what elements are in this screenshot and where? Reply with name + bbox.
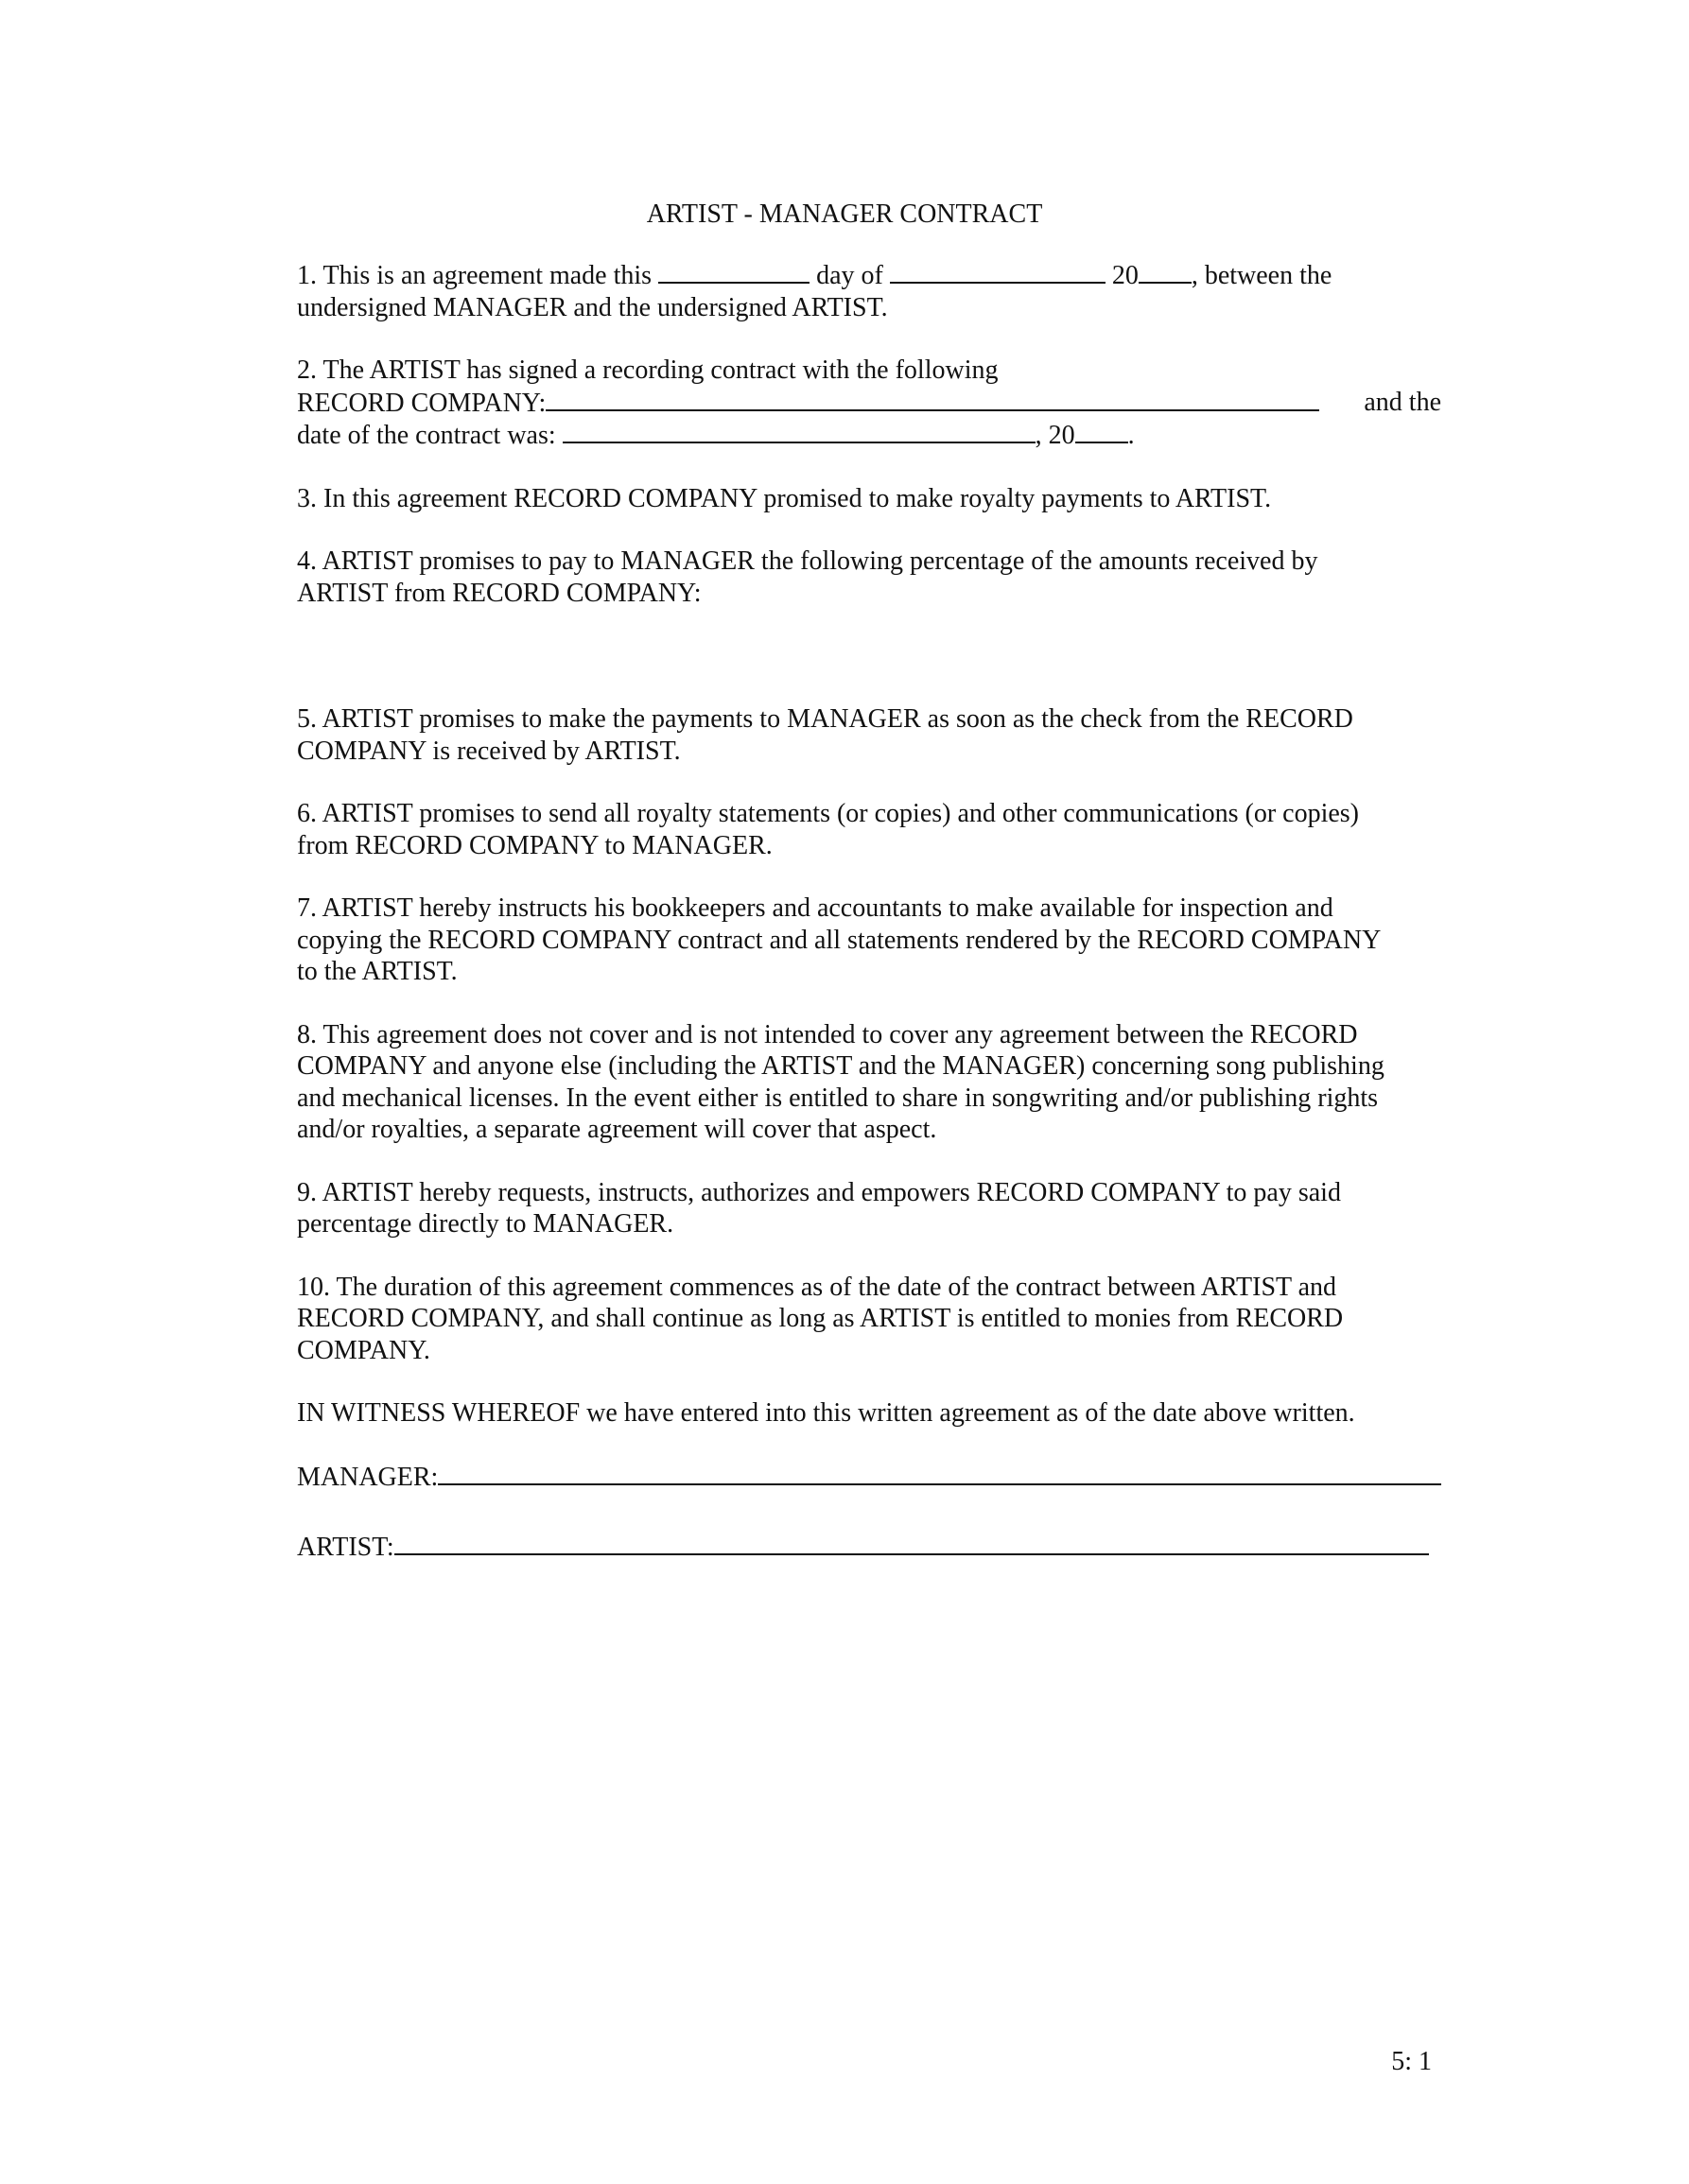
clause-4 — [297, 546, 1441, 609]
clause-8-line-2: COMPANY and anyone else (including the ARTIST and the MANAGER) concerning song publishing — [297, 1051, 1384, 1081]
clause-2-year-prefix: , 20 — [1035, 421, 1075, 450]
artist-signature-line — [297, 1531, 1441, 1564]
clause-4-line-2: ARTIST from RECORD COMPANY: — [297, 578, 702, 608]
clause-10-line-1: 10. The duration of this agreement commences as of the date of the contract between ARTIST and — [297, 1272, 1337, 1302]
manager-signature-blank[interactable] — [438, 1461, 1441, 1485]
clause-2-line-2 — [297, 387, 1441, 420]
clause-9 — [297, 1177, 1441, 1240]
record-company-blank[interactable] — [546, 387, 1319, 411]
manager-signature-line — [297, 1461, 1441, 1494]
clause-2-line-3 — [297, 419, 1441, 452]
clause-5-line-1: 5. ARTIST promises to make the payments to MANAGER as soon as the check from the RECORD — [297, 704, 1353, 734]
clause-6 — [297, 798, 1441, 861]
clause-1 — [297, 259, 1441, 323]
clause-1-text-a: 1. This is an agreement made this — [297, 261, 659, 290]
clause-1-text-d: , between the — [1191, 261, 1332, 290]
contract-year-blank[interactable] — [1075, 419, 1128, 443]
clause-3-line-1: 3. In this agreement RECORD COMPANY promised to make royalty payments to ARTIST. — [297, 483, 1272, 513]
month-blank[interactable] — [890, 259, 1106, 284]
clause-5 — [297, 703, 1441, 767]
page-number: 5: 1 — [1391, 2047, 1432, 2076]
clause-8 — [297, 1019, 1441, 1146]
day-blank[interactable] — [658, 259, 810, 284]
clause-5-line-2: COMPANY is received by ARTIST. — [297, 736, 681, 766]
clause-7-line-2: copying the RECORD COMPANY contract and all statements rendered by the RECORD COMPANY — [297, 925, 1382, 955]
contract-date-label: date of the contract was: — [297, 421, 563, 450]
clause-2-line-1: 2. The ARTIST has signed a recording contract with the following — [297, 355, 999, 385]
clause-6-line-2: from RECORD COMPANY to MANAGER. — [297, 830, 773, 860]
clause-1-line-2: undersigned MANAGER and the undersigned ARTIST. — [297, 292, 888, 322]
clause-2-and-the: and the — [1364, 387, 1441, 417]
clause-10-line-2: RECORD COMPANY, and shall continue as long as ARTIST is entitled to monies from RECORD — [297, 1304, 1344, 1333]
clause-2-period: . — [1127, 421, 1135, 450]
clause-4-line-1: 4. ARTIST promises to pay to MANAGER the following percentage of the amounts received by — [297, 546, 1318, 576]
clause-8-line-1: 8. This agreement does not cover and is not intended to cover any agreement between the RECORD — [297, 1019, 1358, 1049]
clause-9-line-2: percentage directly to MANAGER. — [297, 1209, 674, 1239]
contract-date-blank[interactable] — [563, 419, 1036, 443]
year-blank[interactable] — [1139, 259, 1192, 284]
witness-clause — [297, 1397, 1441, 1430]
clause-1-line-1 — [297, 259, 1441, 292]
clause-10 — [297, 1272, 1441, 1367]
clause-8-line-4: and/or royalties, a separate agreement will cover that aspect. — [297, 1115, 937, 1144]
clause-7-line-1: 7. ARTIST hereby instructs his bookkeepers and accountants to make available for inspection and — [297, 893, 1333, 923]
clause-7 — [297, 893, 1441, 988]
clause-7-line-3: to the ARTIST. — [297, 957, 458, 986]
record-company-label: RECORD COMPANY: — [297, 388, 547, 418]
artist-signature-label: ARTIST: — [297, 1533, 394, 1562]
clause-9-line-1: 9. ARTIST hereby requests, instructs, authorizes and empowers RECORD COMPANY to pay said — [297, 1177, 1341, 1207]
clause-10-line-3: COMPANY. — [297, 1335, 430, 1365]
manager-signature-label: MANAGER: — [297, 1462, 439, 1492]
artist-signature-blank[interactable] — [394, 1531, 1429, 1555]
clause-1-text-b: day of — [810, 261, 890, 290]
clause-6-line-1: 6. ARTIST promises to send all royalty statements (or copies) and other communications (or copies) — [297, 799, 1360, 828]
clause-3 — [297, 483, 1441, 515]
witness-text: IN WITNESS WHEREOF we have entered into this written agreement as of the date above written. — [297, 1398, 1355, 1428]
clause-1-text-c: 20 — [1105, 261, 1139, 290]
clause-8-line-3: and mechanical licenses. In the event either is entitled to share in songwriting and/or publishing rights — [297, 1083, 1379, 1113]
contract-body — [297, 259, 1441, 1602]
clause-2 — [297, 355, 1441, 452]
page-title: ARTIST - MANAGER CONTRACT — [646, 199, 1043, 229]
